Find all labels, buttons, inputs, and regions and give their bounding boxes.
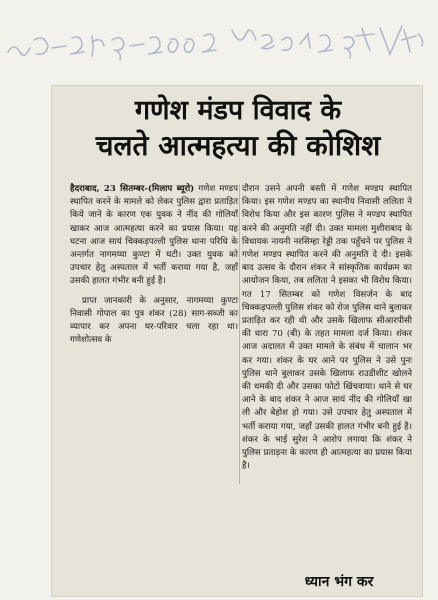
adjacent-ad-text: ध्यान भंग कर xyxy=(304,574,374,590)
headline-line-1: गणेश मंडप विवाद के xyxy=(134,95,342,126)
newspaper-clipping xyxy=(52,86,422,596)
article-paragraph: प्राप्त जानकारी के अनुसार, नागमय्या कुण्टा निवासी गोपाल का पुत्र शंकर (28) साग-सब्जी का व्यापार कर अपना घर-परिवार चला रहा था। गणेशोत्सव के xyxy=(70,295,238,346)
article-column-left xyxy=(70,183,238,487)
article-paragraph: दौरान उसने अपनी बस्ती में गणेश मण्डप स्थापित किया। इस गणेश मण्डप का स्थानीय निवासी ललिता ने विरोध किया और इस कारण पुलिस ने मण्डप स्थापित करने की अनुमति नहीं दी। उक्त मामला मुशीराबाद के विधायक नायनी नरसिम्हा रेड्डी तक पहुँचने पर पुलिस ने गणेश मण्डप स्थापित करने की अनुमति दे दी। इसके बाद उत्सव के दौरान शंकर ने सांस्कृतिक कार्यक्रम का आयोजन किया, तब ललिता ने इसका भी विरोध किया। गत 17 सितम्बर को गणेश विसर्जन के बाद चिक्कड़पल्ली पुलिस शंकर को रोज पुलिस थाने बुलाकर प्रताड़ित कर रही थी और उसके खिलाफ सीआरपीसी की धारा 70 (बी) के तहत मामला दर्ज किया। शंकर आज अदालत में उक्त मामले के संबंध में चालान भर कर गया। शंकर के घर आने पर पुलिस ने उसे पुनः पुलिस थाने बुलाकर उसके खिलाफ राउडीशीट खोलने की धमकी दी और उसका फोटो खिंचवाया। थाने से घर आने के बाद शंकर ने आज सायं नींद की गोलियाँ खा ली और बेहोश हो गया। उसे उपचार हेतु अस्पताल में भर्ती कराया गया, जहाँ उसकी हालत गंभीर बनी हुई है। शंकर के भाई सुरेश ने आरोप लगाया कि शंकर ने पुलिस प्रताड़ना के कारण ही आत्महत्या का प्रयास किया है। xyxy=(242,184,412,472)
handwritten-date-note xyxy=(0,0,438,90)
headline-line-2: चलते आत्महत्या की कोशिश xyxy=(95,128,381,162)
column-divider xyxy=(239,184,240,484)
article-paragraph: गणेश मण्डप स्थापित करने के मामले को लेकर पुलिस द्वारा प्रताड़ित किये जाने के कारण एक युवक ने नींद की गोलियाँ खाकर आज आत्महत्या करने का प्रयास किया। यह घटना आज सायं चिक्कड़पल्ली पुलिस थाना परिधि के अन्तर्गत नागमय्या कुण्टा में घटी। उक्त युवक को उपचार हेतु अस्पताल में भर्ती कराया गया है, जहाँ उसकी हालत गंभीर बनी हुई है। xyxy=(70,184,238,287)
article-byline: हैदराबाद, 23 सितम्बर-(मिलाप ब्यूरो) xyxy=(70,184,195,194)
article-headline xyxy=(60,94,416,163)
article-column-right xyxy=(242,183,412,595)
